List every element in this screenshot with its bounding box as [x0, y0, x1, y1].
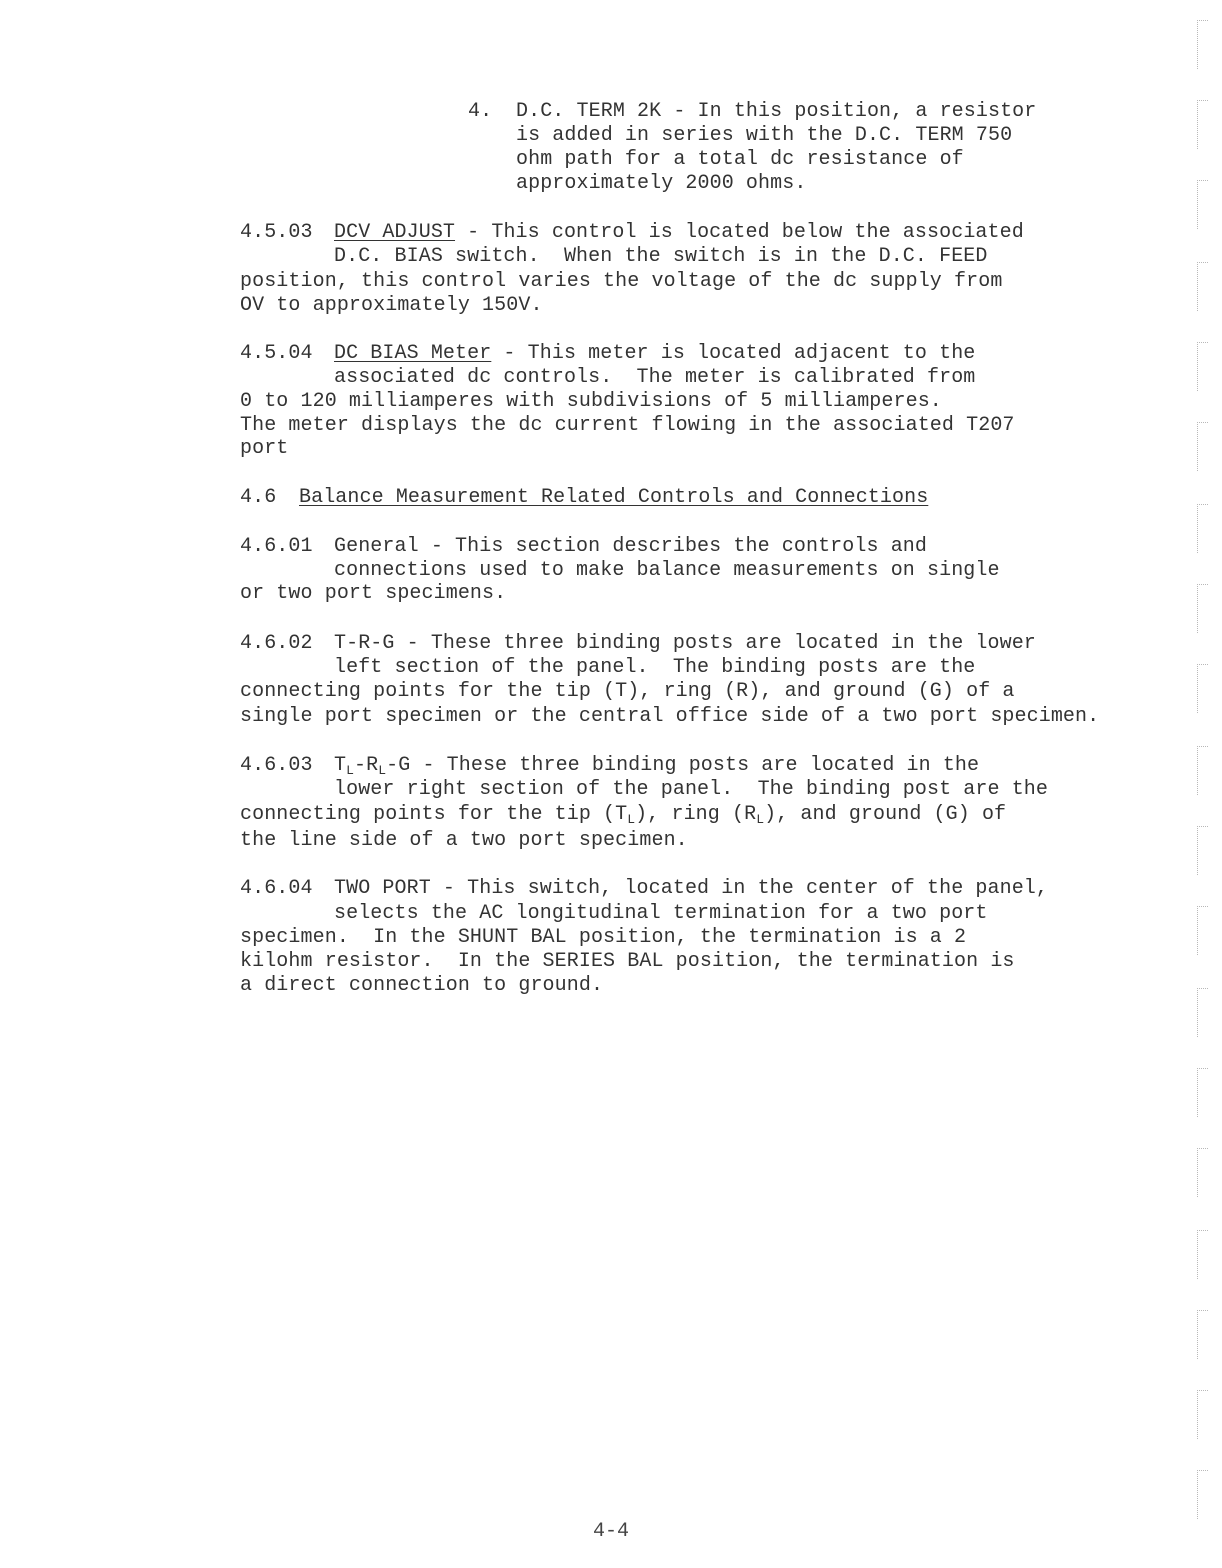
section-line-2: selects the AC longitudinal termination for a two port: [334, 902, 988, 925]
scan-mark: [1197, 422, 1208, 471]
section-line-1: T-R-G - These three binding posts are located in the lower: [334, 632, 1036, 655]
section-line-1-rest: - This meter is located adjacent to the: [491, 342, 976, 365]
section-line-2-title: D.C. BIAS: [334, 245, 443, 268]
section-title: DC BIAS Meter: [334, 342, 492, 365]
item-4-line-3: ohm path for a total dc resistance of: [516, 148, 964, 171]
scan-mark: [1197, 180, 1208, 229]
section-line-1: General - This section describes the controls and: [334, 535, 927, 558]
section-number: 4.6: [240, 486, 277, 509]
item-4-line-2: is added in series with the D.C. TERM 750: [516, 124, 1013, 147]
section-line-1: [334, 221, 1024, 245]
section-line-3-a: connecting points for the tip (T: [240, 803, 628, 826]
section-line-5: a direct connection to ground.: [240, 974, 604, 997]
section-line-3-c: ), and ground (G) of: [764, 803, 1007, 826]
tip-symbol: T: [334, 754, 347, 777]
section-title: DCV ADJUST: [334, 221, 456, 244]
section-number: 4.5.04: [240, 342, 313, 365]
section-line-4: kilohm resistor. In the SERIES BAL position, the termination is: [240, 950, 1015, 973]
section-line-2: [334, 366, 975, 390]
section-line-2: connections used to make balance measurements on single: [334, 559, 1000, 582]
scan-mark: [1197, 746, 1208, 795]
section-line-3: [240, 803, 1006, 832]
scan-mark: [1197, 100, 1208, 149]
scan-mark: [1197, 342, 1208, 391]
scan-mark: [1197, 664, 1208, 713]
scan-mark: [1197, 504, 1208, 553]
section-number: 4.6.02: [240, 632, 313, 655]
section-line-3: specimen. In the SHUNT BAL position, the termination is a 2: [240, 926, 967, 949]
scan-mark: [1197, 1390, 1208, 1439]
page-number: 4-4: [592, 1520, 629, 1543]
line-subscript: L: [346, 763, 355, 778]
line-subscript: L: [378, 763, 387, 778]
ring-symbol: -R: [354, 754, 379, 777]
section-line-4: single port specimen or the central office side of a two port specimen.: [240, 705, 1100, 728]
section-line-1: TWO PORT - This switch, located in the center of the panel,: [334, 877, 1049, 900]
section-line-2-rest: controls. The meter is calibrated from: [491, 366, 976, 389]
scan-mark: [1197, 584, 1208, 633]
scan-mark: [1197, 906, 1208, 955]
section-number: 4.6.03: [240, 754, 313, 777]
section-line-2: left section of the panel. The binding posts are the: [334, 656, 976, 679]
section-line-4: OV to approximately 150V.: [240, 294, 543, 317]
item-4-number: 4.: [468, 100, 493, 123]
line-subscript: L: [627, 812, 636, 827]
section-line-3: connecting points for the tip (T), ring (R), and ground (G) of a: [240, 680, 1015, 703]
section-number: 4.6.04: [240, 877, 313, 900]
section-title: Balance Measurement Related Controls and Connections: [299, 486, 929, 509]
line-subscript: L: [756, 812, 765, 827]
item-4-line-4: approximately 2000 ohms.: [516, 172, 807, 195]
section-line-2: [334, 245, 988, 269]
scan-mark: [1197, 1230, 1208, 1279]
section-line-2-rest: switch. When the switch is in the D.C. FEED: [442, 245, 988, 268]
scan-mark: [1197, 262, 1208, 311]
item-4-line-1: D.C. TERM 2K - In this position, a resistor: [516, 100, 1037, 123]
section-line-2-title: associated dc: [334, 366, 492, 389]
section-line-3-b: ), ring (R: [635, 803, 757, 826]
section-number: 4.6.01: [240, 535, 313, 558]
section-line-3: or two port specimens.: [240, 582, 507, 605]
section-line-2: lower right section of the panel. The binding post are the: [334, 778, 1049, 801]
scan-mark: [1197, 988, 1208, 1037]
scan-mark: [1197, 1148, 1208, 1197]
section-line-1-rest: - This control is located below the associated: [455, 221, 1024, 244]
section-line-5: port: [240, 437, 289, 460]
scan-mark: [1197, 1470, 1208, 1519]
scan-mark: [1197, 1310, 1208, 1359]
scan-margin-marks: [1190, 0, 1214, 1568]
section-line-3: 0 to 120 milliamperes with subdivisions of 5 milliamperes.: [240, 390, 942, 413]
section-line-1: [334, 342, 975, 366]
scan-mark: [1197, 826, 1208, 875]
scan-mark: [1197, 1068, 1208, 1117]
scan-mark: [1197, 20, 1208, 69]
section-number: 4.5.03: [240, 221, 313, 244]
section-line-4: The meter displays the dc current flowing in the associated T207: [240, 414, 1015, 437]
section-line-4: the line side of a two port specimen.: [240, 829, 688, 852]
section-line-1-rest: -G - These three binding posts are located in the: [386, 754, 980, 777]
section-line-3: position, this control varies the voltage of the dc supply from: [240, 270, 1003, 293]
